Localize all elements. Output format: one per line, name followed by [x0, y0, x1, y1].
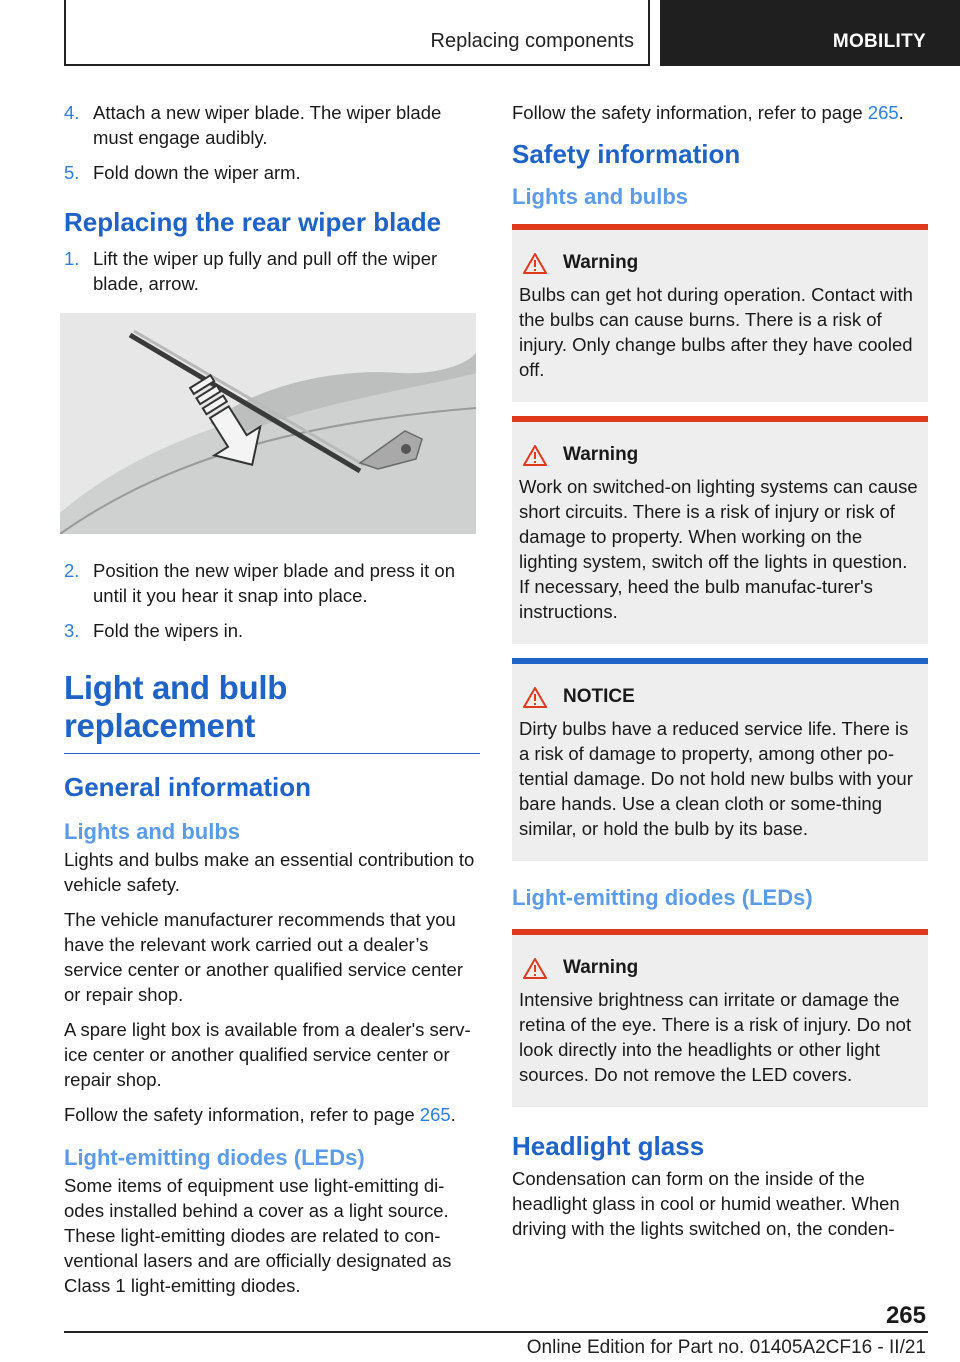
lights-bulbs-heading: Lights and bulbs [64, 819, 240, 844]
warning-triangle-icon [523, 252, 547, 274]
paragraph [512, 100, 928, 125]
paragraph: Lights and bulbs make an essential contribution to vehicle safety. [64, 849, 475, 895]
warning-text: Intensive brightness can irritate or damage the retina of the eye. There is a risk of injury. Do not look directly into the headlights or other light sources. Do not remove the LED covers. [519, 989, 912, 1085]
step-item [64, 618, 480, 643]
follow-text: Follow the safety information, refer to page [64, 1104, 420, 1125]
step-text: Position the new wiper blade and press it on until it you hear it snap into place. [93, 560, 455, 606]
led-heading: Light-emitting diodes (LEDs) [512, 885, 813, 910]
step-item [64, 160, 480, 185]
step-number: 2. [64, 560, 80, 581]
page-number: 265 [885, 1302, 926, 1329]
header-right-rule [648, 0, 650, 66]
header-chapter-tab [660, 0, 960, 66]
step-number: 3. [64, 620, 80, 641]
headlight-glass-heading: Headlight glass [512, 1131, 705, 1161]
warning-header [519, 444, 922, 466]
warning-header [519, 252, 922, 274]
light-bulb-replacement-heading: Light and bulb replacement [64, 669, 480, 754]
header-section-title: Replacing components [430, 30, 634, 52]
paragraph: A spare light box is available from a dealer's serv‐ice center or another qualified service center or repair shop. [64, 1019, 471, 1090]
led-heading: Light-emitting diodes (LEDs) [64, 1145, 365, 1170]
general-information-heading: General information [64, 772, 312, 802]
step-item [64, 558, 480, 608]
right-column [512, 100, 928, 1251]
paragraph [64, 1102, 480, 1127]
paragraph: Some items of equipment use light-emitting di‐odes installed behind a cover as a light source. These light-emitting diodes are related to con‐ventional lasers and are officially designated as Class 1 light-emitting diodes. [64, 1175, 452, 1296]
warning-box [512, 224, 928, 402]
step-number: 1. [64, 248, 80, 269]
notice-header [519, 686, 922, 708]
warning-triangle-icon [523, 686, 547, 708]
step-text: Lift the wiper up fully and pull off the wiper blade, arrow. [93, 248, 438, 294]
header-left-rule [64, 0, 66, 66]
follow-text: Follow the safety information, refer to page [512, 102, 868, 123]
warning-text: Bulbs can get hot during operation. Contact with the bulbs can cause burns. There is a risk of injury. Only change bulbs after they have cooled off. [519, 284, 913, 380]
follow-end: . [898, 102, 904, 123]
page-link[interactable]: 265 [419, 1104, 451, 1125]
header-bottom-rule [64, 64, 650, 66]
notice-box [512, 658, 928, 861]
warning-title: Warning [563, 444, 639, 465]
notice-title: NOTICE [563, 686, 635, 707]
step-text: Fold the wipers in. [93, 620, 244, 641]
rear-wiper-heading: Replacing the rear wiper blade [64, 207, 442, 237]
paragraph: Condensation can form on the inside of the headlight glass in cool or humid weather. When driving with the lights switched on, the conden‐ [512, 1168, 900, 1239]
follow-end: . [450, 1104, 456, 1125]
step-number: 5. [64, 162, 80, 183]
warning-header [519, 957, 922, 979]
footer-rule [64, 1331, 928, 1333]
warning-box [512, 416, 928, 644]
paragraph: The vehicle manufacturer recommends that you have the relevant work carried out a dealer’s service center or another qualified service center or repair shop. [64, 909, 463, 1005]
safety-information-heading: Safety information [512, 139, 741, 169]
warning-box [512, 929, 928, 1107]
warning-title: Warning [563, 957, 639, 978]
lights-bulbs-heading: Lights and bulbs [512, 184, 688, 209]
warning-triangle-icon [523, 957, 547, 979]
header-chapter-label: MOBILITY [832, 31, 926, 52]
footer-edition: Online Edition for Part no. 01405A2CF16 - II/21 [526, 1337, 926, 1358]
step-text: Attach a new wiper blade. The wiper blade must engage audibly. [93, 102, 442, 148]
left-column [64, 100, 480, 1308]
step-number: 4. [64, 102, 80, 123]
warning-text: Work on switched-on lighting systems can cause short circuits. There is a risk of injury or risk of damage to property. When working on the lighting system, switch off the lights in question. If necessary, heed the bulb manufac‐turer's instructions. [519, 476, 918, 622]
step-text: Fold down the wiper arm. [93, 162, 301, 183]
warning-triangle-icon [523, 444, 547, 466]
step-item [64, 246, 480, 296]
wiper-blade-figure [60, 313, 476, 534]
wiper-illustration [60, 313, 476, 534]
page-link[interactable]: 265 [867, 102, 899, 123]
step-item [64, 100, 480, 150]
notice-text: Dirty bulbs have a reduced service life. There is a risk of damage to property, among other po‐tential damage. Do not hold new bulbs with your bare hands. Use a clean cloth or some‐thing similar, or hold the bulb by its base. [519, 718, 913, 839]
warning-title: Warning [563, 252, 639, 273]
